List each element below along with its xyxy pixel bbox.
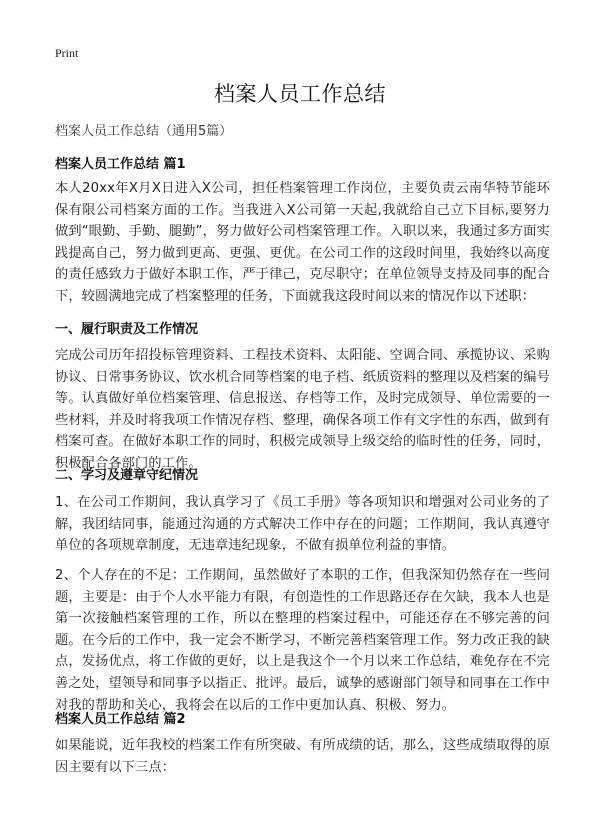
part2-heading: 档案人员工作总结 篇2: [55, 712, 186, 727]
print-link[interactable]: Print: [55, 46, 79, 60]
document-title: 档案人员工作总结: [214, 82, 386, 106]
section2-item1-paragraph: 1、在公司工作期间，我认真学习了《员工手册》等各项知识和增强对公司业务的了解，我团结同事，能通过沟通的方式解决工作中存在的问题；工作期间，我认真遵守单位的各项规章制度，无违章违纪现象，不做有损单位利益的事情。: [55, 495, 550, 554]
part1-intro-paragraph: 本人20xx年X月X日进入X公司，担任档案管理工作岗位，主要负责云南华特节能环保有限公司档案方面的工作。当我进入X公司第一天起,我就给自己立下目标,要努力做到“眼勤、手勤、腿勤”，努力做好公司档案管理工作。入职以来，我通过多方面实践提高自己，努力做到更高、更强、更优。在公司工作的这段时间里，我始终以高度的责任感致力于做好本职工作，严于律己，克尽职守；在单位领导支持及同事的配合下，较圆满地完成了档案整理的任务，下面就我这段时间以来的情况作以下述职：: [55, 181, 550, 304]
section1-paragraph: 完成公司历年招投标管理资料、工程技术资料、太阳能、空调合同、承揽协议、采购协议、日常事务协议、饮水机合同等档案的电子档、纸质资料的整理以及档案的编号等。认真做好单位档案管理、信息报送、存档等工作，及时完成领导、单位需要的一些材料，并及时将我项工作情况存档、整理，确保各项工作有文字性的东西，做到有档案可查。在做好本职工作的同时，积极完成领导上级交给的临时性的任务，同时，积极配合各部门的工作。: [55, 348, 550, 471]
document-subtitle: 档案人员工作总结（通用5篇）: [55, 124, 233, 139]
part2-intro-paragraph: 如果能说，近年我校的档案工作有所突破、有所成绩的话，那么，这些成绩取得的原因主要有以下三点：: [55, 738, 550, 775]
section2-item2-paragraph: 2、个人存在的不足：工作期间，虽然做好了本职的工作，但我深知仍然存在一些问题，主要是：由于个人水平能力有限，有创造性的工作思路还存在欠缺，我本人也是第一次接触档案管理的工作，所以在整理的档案过程中，可能还存在不够完善的问题。在今后的工作中，我一定会不断学习，不断完善档案管理工作。努力改正我的缺点，发扬优点，将工作做的更好，以上是我这个一个月以来工作总结，难免存在不完善之处，望领导和同事予以指正、批评。最后，诚挚的感谢部门领导和同事在工作中对我的帮助和关心，我将会在以后的工作中更加认真、积极、努力。: [55, 568, 550, 713]
section2-heading: 二、学习及遵章守纪情况: [55, 468, 199, 483]
section1-heading: 一、履行职责及工作情况: [55, 322, 199, 337]
part1-heading: 档案人员工作总结 篇1: [55, 157, 186, 172]
